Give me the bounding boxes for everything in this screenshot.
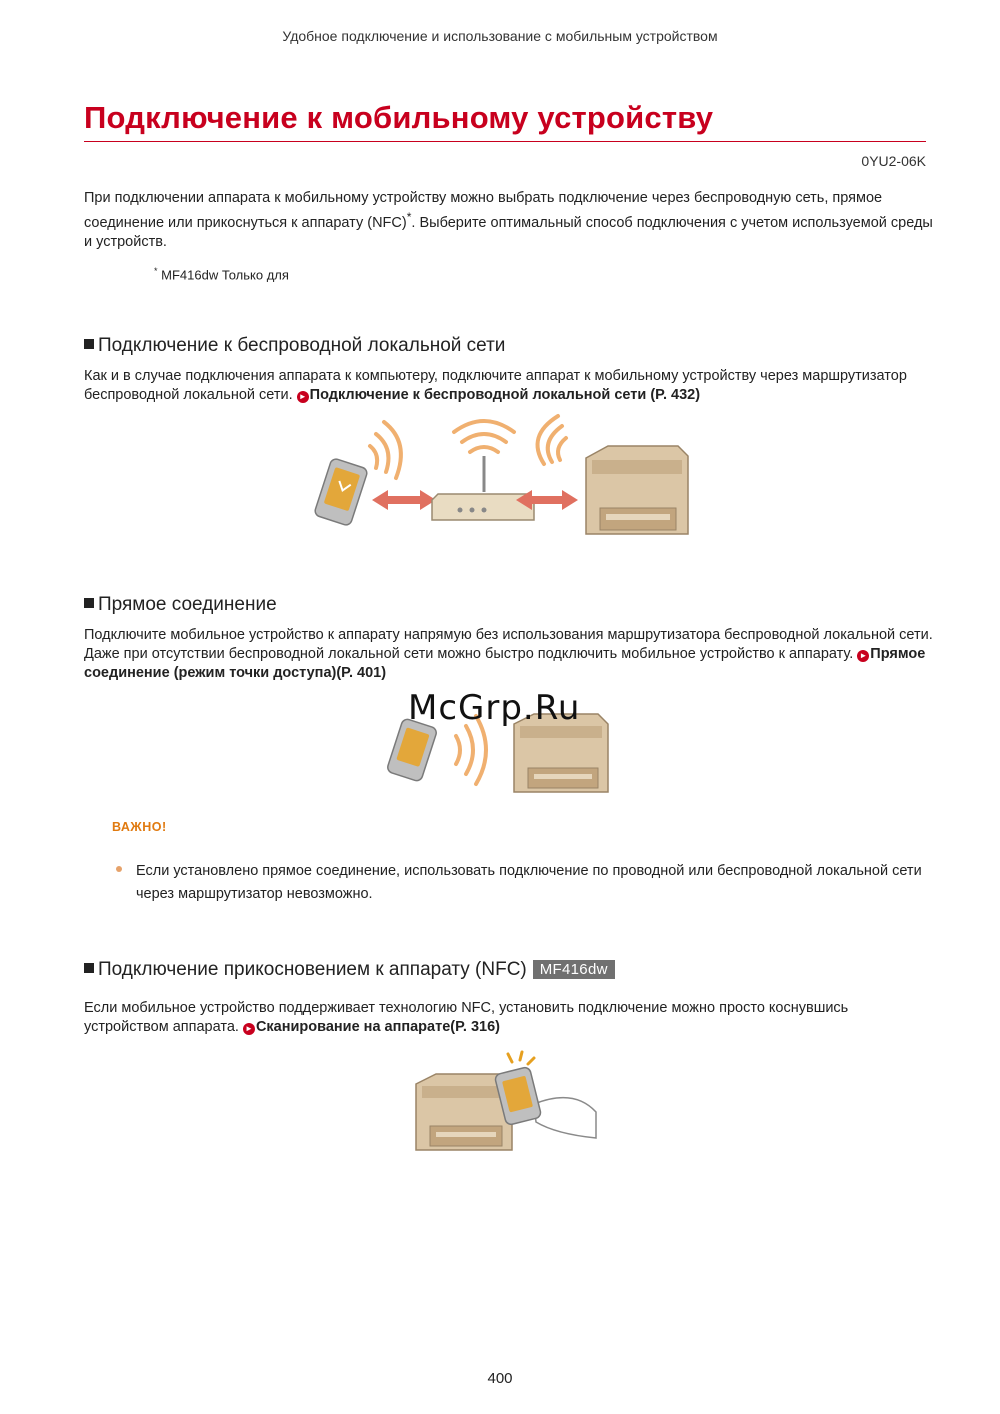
footnote-mark: * — [154, 266, 158, 276]
nfc-touch-illustration — [408, 1052, 608, 1162]
section-nfc-text: Если мобильное устройство поддерживает технологию NFC, установить подключение можно просто коснувшись устройством аппарата. — [84, 1000, 849, 1035]
link-wireless-lan[interactable]: Подключение к беспроводной локальной сети (P. 432) — [309, 387, 701, 403]
wireless-connection-illustration — [310, 418, 700, 548]
circle-arrow-right-icon[interactable]: ► — [243, 1023, 255, 1035]
intro-text-2: . Выберите оптимальный способ подключения с учетом используемой среды и устройств. — [84, 214, 933, 250]
section-heading-wireless-text: Подключение к беспроводной локальной сети — [98, 335, 506, 356]
printer-icon — [586, 446, 688, 534]
section-wireless-paragraph — [84, 367, 934, 405]
important-label: ВАЖНО! — [112, 820, 167, 834]
section-heading-nfc-text: Подключение прикосновением к аппарату (NFC) — [98, 959, 527, 980]
section-nfc-paragraph — [84, 999, 934, 1037]
section-heading-nfc — [84, 959, 615, 981]
running-header: Удобное подключение и использование с мобильным устройством — [282, 28, 718, 44]
wifi-signal-icon — [538, 416, 566, 464]
section-direct-text: Подключите мобильное устройство к аппарату напрямую без использования маршрутизатора беспроводной локальной сети. Даже при отсутствии беспроводной локальной сети можно быстро подключить мобильное устройство к аппарату. — [84, 627, 933, 662]
footnote-text: MF416dw Только для — [157, 267, 289, 283]
watermark: McGrp.Ru — [408, 688, 581, 728]
circle-arrow-right-icon[interactable]: ► — [297, 391, 309, 403]
title-rule — [84, 141, 926, 142]
important-bullet-text: Если установлено прямое соединение, использовать подключение по проводной или беспроводной локальной сети через маршрутизатор невозможно. — [136, 863, 922, 902]
black-square-icon — [84, 339, 94, 349]
document-code: 0YU2-06K — [861, 153, 926, 169]
section-direct-paragraph — [84, 626, 934, 683]
double-arrow-icon — [372, 490, 436, 510]
wifi-signal-icon — [454, 421, 514, 452]
wifi-signal-icon — [370, 422, 401, 478]
section-heading-direct — [84, 594, 277, 616]
black-square-icon — [84, 963, 94, 973]
intro-footnote-mark: * — [406, 210, 412, 224]
section-heading-direct-text: Прямое соединение — [98, 594, 277, 615]
hand-icon — [534, 1098, 596, 1138]
bullet-dot-icon — [116, 866, 122, 872]
link-scan-on-device[interactable]: Сканирование на аппарате(P. 316) — [255, 1019, 500, 1035]
page-title: Подключение к мобильному устройству — [84, 100, 714, 135]
circle-arrow-right-icon[interactable]: ► — [857, 650, 869, 662]
black-square-icon — [84, 598, 94, 608]
smartphone-icon — [314, 458, 369, 527]
footnote — [154, 266, 289, 282]
link-direct-connection[interactable]: Прямое соединение (режим точки доступа)(P. 401) — [84, 646, 926, 681]
model-badge: MF416dw — [533, 960, 615, 979]
intro-paragraph — [84, 189, 934, 252]
spark-icon — [508, 1052, 534, 1064]
page-number: 400 — [487, 1370, 513, 1387]
intro-text-1: При подключении аппарата к мобильному устройству можно выбрать подключение через беспроводную сеть, прямое соединение или прикоснуться к аппарату (NFC) — [84, 190, 883, 231]
router-icon — [432, 456, 534, 520]
section-heading-wireless — [84, 335, 505, 357]
section-wireless-text: Как и в случае подключения аппарата к компьютеру, подключите аппарат к мобильному устройству через маршрутизатор беспроводной локальной сети. — [84, 368, 907, 403]
